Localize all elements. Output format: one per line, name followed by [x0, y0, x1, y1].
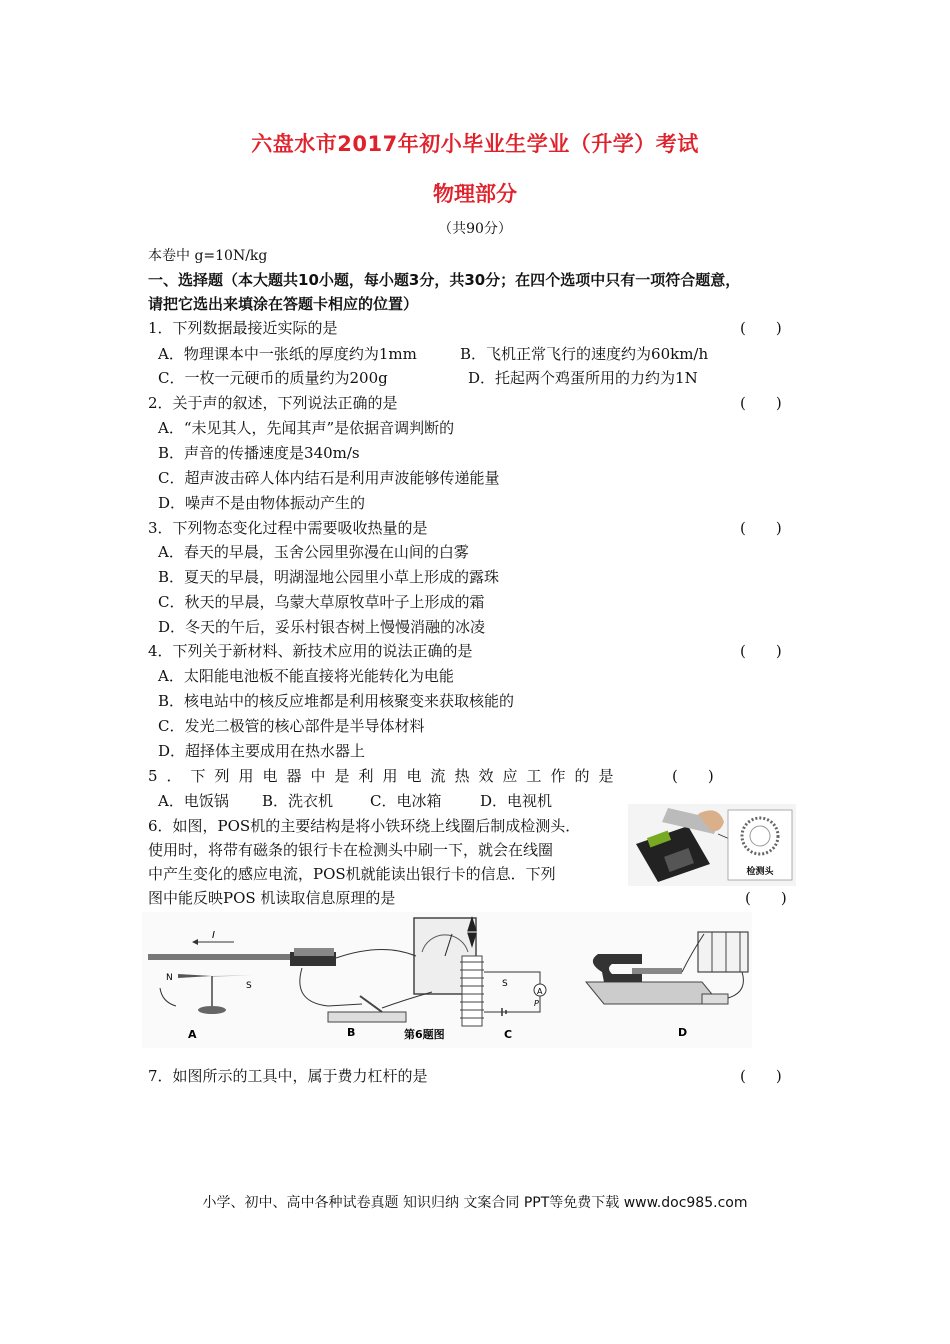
q5-option-d: D．电视机 [480, 792, 553, 810]
figure-c-label: C [504, 1028, 513, 1041]
figure-d-label: D [678, 1026, 688, 1039]
q2-option-b: B．声音的传播速度是340m/s [158, 444, 360, 462]
q2-option-c: C．超声波击碎人体内结石是利用声波能够传递能量 [158, 469, 500, 487]
page-footer: 小学、初中、高中各种试卷真题 知识归纳 文案合同 PPT等免费下载 www.doc985.com [202, 1195, 748, 1211]
q6-answer-bracket: ( ) [745, 889, 787, 907]
svg-text:S: S [502, 979, 508, 989]
q2-option-a: A．“未见其人，先闻其声”是依据音调判断的 [158, 419, 455, 437]
q6-stem-line4: 图中能反映POS 机读取信息原理的是 [148, 889, 396, 907]
q6-stem-line2: 使用时，将带有磁条的银行卡在检测头中刷一下，就会在线圈 [148, 841, 554, 859]
q3-option-c: C．秋天的早晨，乌蒙大草原牧草叶子上形成的霜 [158, 593, 485, 611]
q1-option-d: D．托起两个鸡蛋所用的力约为1N [468, 369, 698, 387]
q1-option-c: C．一枚一元硬币的质量约为200g [158, 369, 388, 387]
q3-option-b: B．夏天的早晨，明湖湿地公园里小草上形成的露珠 [158, 568, 500, 586]
exam-title: 六盘水市2017年初小毕业生学业（升学）考试 [251, 132, 699, 156]
q1-answer-bracket: ( ) [740, 319, 782, 337]
q3-stem: 3．下列物态变化过程中需要吸收热量的是 [148, 519, 428, 537]
q4-option-c: C．发光二极管的核心部件是半导体材料 [158, 717, 425, 735]
q3-answer-bracket: ( ) [740, 519, 782, 537]
q3-option-a: A．春天的早晨，玉舍公园里弥漫在山间的白雾 [158, 543, 469, 561]
q5-answer-bracket: ( ) [672, 767, 714, 785]
q4-stem: 4．下列关于新材料、新技术应用的说法正确的是 [148, 642, 473, 660]
q2-stem: 2．关于声的叙述，下列说法正确的是 [148, 394, 398, 412]
q4-option-b: B．核电站中的核反应堆都是利用核聚变来获取核能的 [158, 692, 515, 710]
svg-text:S: S [246, 981, 252, 991]
q2-answer-bracket: ( ) [740, 394, 782, 412]
svg-text:N: N [166, 973, 173, 983]
q5-option-a: A．电饭锅 [158, 792, 229, 810]
q6-stem-line1: 6．如图，POS机的主要结构是将小铁环绕上线圈后制成检测头． [148, 817, 581, 835]
q6-figure [142, 912, 752, 1048]
q1-option-a: A．物理课本中一张纸的厚度约为1mm [158, 345, 417, 363]
q5-option-c: C．电冰箱 [370, 792, 442, 810]
section-heading-line2: 请把它选出来填涂在答题卡相应的位置） [148, 295, 419, 313]
q5-option-b: B．洗衣机 [262, 792, 334, 810]
pos-machine-image [628, 804, 796, 886]
q3-option-d: D．冬天的午后，妥乐村银杏树上慢慢消融的冰凌 [158, 618, 486, 636]
q2-option-d: D．噪声不是由物体振动产生的 [158, 494, 366, 512]
section-heading-line1: 一、选择题（本大题共10小题，每小题3分，共30分；在四个选项中只有一项符合题意， [148, 271, 741, 289]
q1-stem: 1．下列数据最接近实际的是 [148, 319, 338, 337]
total-score: （共90分） [438, 221, 512, 237]
q4-option-a: A．太阳能电池板不能直接将光能转化为电能 [158, 667, 454, 685]
detection-head-label: 检测头 [746, 867, 774, 877]
svg-text:P: P [534, 999, 539, 1008]
figure-a-label: A [188, 1028, 197, 1041]
svg-text:I: I [212, 930, 215, 941]
svg-text:A: A [537, 987, 543, 996]
q4-answer-bracket: ( ) [740, 642, 782, 660]
figure-b-label: B [347, 1026, 356, 1039]
q6-stem-line3: 中产生变化的感应电流，POS机就能读出银行卡的信息．下列 [148, 865, 556, 883]
q1-option-b: B．飞机正常飞行的速度约为60km/h [460, 345, 709, 363]
q5-stem: 5．下列用电器中是利用电流热效应工作的是 [148, 767, 623, 785]
q4-option-d: D．超择体主要成用在热水器上 [158, 742, 366, 760]
exam-subtitle: 物理部分 [433, 182, 517, 206]
gravity-note: 本卷中 g=10N/kg [148, 248, 268, 264]
q7-stem: 7．如图所示的工具中，属于费力杠杆的是 [148, 1067, 428, 1085]
q7-answer-bracket: ( ) [740, 1067, 782, 1085]
figure-caption: 第6题图 [404, 1028, 445, 1041]
